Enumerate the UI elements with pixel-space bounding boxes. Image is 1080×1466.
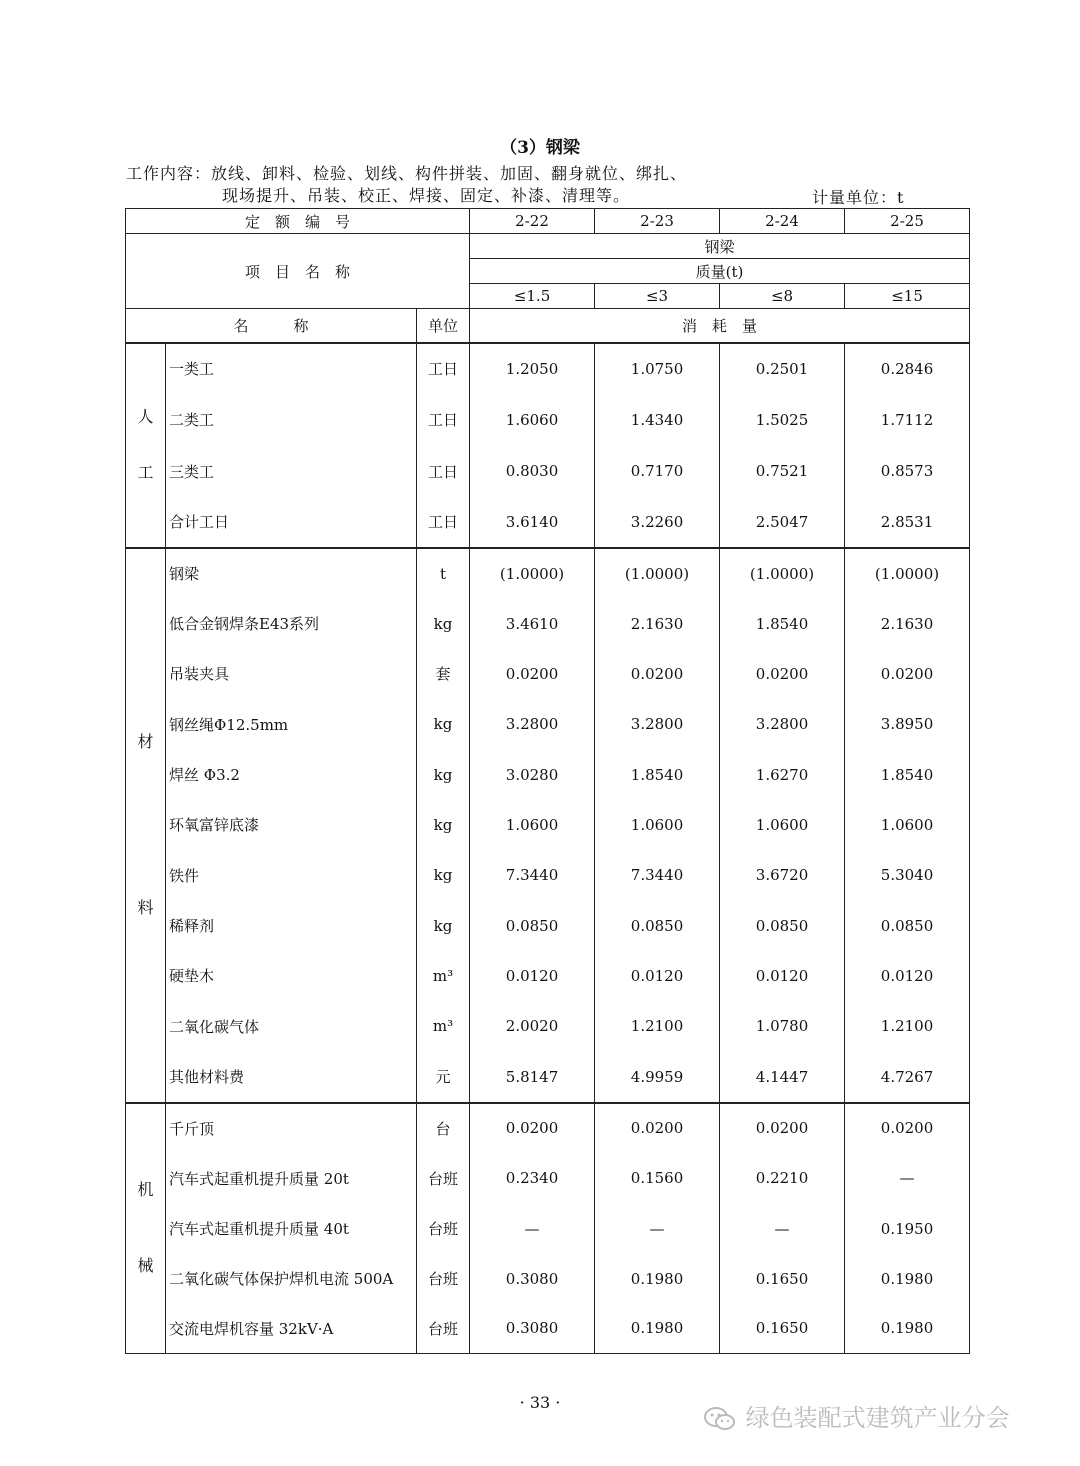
row-name: 交流电焊机容量 32kV·A xyxy=(166,1304,417,1354)
row-unit: 工日 xyxy=(417,446,470,497)
row-value: 0.0120 xyxy=(720,951,845,1001)
row-name: 三类工 xyxy=(166,446,417,497)
row-value: (1.0000) xyxy=(470,548,595,599)
row-name: 低合金钢焊条E43系列 xyxy=(166,599,417,649)
row-name: 汽车式起重机提升质量 40t xyxy=(166,1204,417,1254)
row-value: 0.0200 xyxy=(470,649,595,699)
row-value: 0.0120 xyxy=(470,951,595,1001)
row-unit: 元 xyxy=(417,1052,470,1103)
table-row xyxy=(126,649,970,699)
row-value: 0.1980 xyxy=(595,1254,720,1304)
row-unit: 工日 xyxy=(417,394,470,446)
row-value: 2.5047 xyxy=(720,497,845,548)
row-value: 0.0120 xyxy=(595,951,720,1001)
watermark xyxy=(702,1398,1010,1433)
row-value: — xyxy=(720,1204,845,1254)
quota-code: 2-23 xyxy=(595,209,720,234)
wechat-icon xyxy=(702,1406,738,1432)
row-name: 二类工 xyxy=(166,394,417,446)
row-name: 二氧化碳气体 xyxy=(166,1001,417,1052)
table-row xyxy=(126,1254,970,1304)
item-name-label: 项 目 名 称 xyxy=(126,234,470,309)
row-value: 7.3440 xyxy=(595,850,720,901)
table-row xyxy=(126,1153,970,1204)
category-machine: 机 械 xyxy=(126,1103,166,1354)
name-column-header: 名 称 xyxy=(126,309,417,343)
row-value: 3.6140 xyxy=(470,497,595,548)
table-row xyxy=(126,1103,970,1153)
row-value: 0.0200 xyxy=(720,649,845,699)
table-row xyxy=(126,446,970,497)
row-value: 3.2260 xyxy=(595,497,720,548)
row-unit: 台班 xyxy=(417,1254,470,1304)
row-unit: m³ xyxy=(417,1001,470,1052)
table-row xyxy=(126,850,970,901)
row-value: 0.7170 xyxy=(595,446,720,497)
work-content-line-1: 工作内容：放线、卸料、检验、划线、构件拼装、加固、翻身就位、绑扎、 xyxy=(126,164,688,183)
row-value: 3.8950 xyxy=(845,699,970,750)
row-value: 1.0750 xyxy=(595,343,720,394)
row-value: 4.7267 xyxy=(845,1052,970,1103)
row-name: 千斤顶 xyxy=(166,1103,417,1153)
row-value: 0.0850 xyxy=(595,901,720,951)
row-value: 0.0200 xyxy=(595,1103,720,1153)
row-value: 0.0850 xyxy=(720,901,845,951)
row-value: 1.8540 xyxy=(845,750,970,800)
row-value: 1.5025 xyxy=(720,394,845,446)
row-value: 0.3080 xyxy=(470,1254,595,1304)
row-name: 钢梁 xyxy=(166,548,417,599)
table-row xyxy=(126,800,970,850)
table-row xyxy=(126,599,970,649)
row-value: 1.2100 xyxy=(595,1001,720,1052)
row-value: 0.2210 xyxy=(720,1153,845,1204)
row-unit: kg xyxy=(417,750,470,800)
row-value: 3.2800 xyxy=(470,699,595,750)
row-value: 1.7112 xyxy=(845,394,970,446)
row-value: 3.2800 xyxy=(595,699,720,750)
row-value: 0.0850 xyxy=(470,901,595,951)
row-unit: kg xyxy=(417,850,470,901)
row-name: 合计工日 xyxy=(166,497,417,548)
row-value: (1.0000) xyxy=(595,548,720,599)
table-row xyxy=(126,343,970,394)
row-unit: kg xyxy=(417,699,470,750)
quota-code: 2-25 xyxy=(845,209,970,234)
row-value: 1.6270 xyxy=(720,750,845,800)
row-value: 0.8573 xyxy=(845,446,970,497)
row-value: 0.0850 xyxy=(845,901,970,951)
row-value: 5.3040 xyxy=(845,850,970,901)
row-value: 1.0780 xyxy=(720,1001,845,1052)
row-value: 0.1650 xyxy=(720,1304,845,1354)
table-row xyxy=(126,394,970,446)
row-value: 0.2846 xyxy=(845,343,970,394)
quota-code-row xyxy=(126,209,970,234)
row-value: 4.1447 xyxy=(720,1052,845,1103)
row-unit: 工日 xyxy=(417,343,470,394)
column-header-row xyxy=(126,309,970,343)
row-value: 5.8147 xyxy=(470,1052,595,1103)
unit-column-header: 单位 xyxy=(417,309,470,343)
row-name: 二氧化碳气体保护焊机电流 500A xyxy=(166,1254,417,1304)
row-value: (1.0000) xyxy=(720,548,845,599)
row-value: 0.1980 xyxy=(845,1304,970,1354)
table-row xyxy=(126,699,970,750)
row-value: 1.8540 xyxy=(595,750,720,800)
group-header: 钢梁 xyxy=(470,234,970,259)
row-value: 4.9959 xyxy=(595,1052,720,1103)
category-material: 材 料 xyxy=(126,548,166,1103)
row-value: — xyxy=(470,1204,595,1254)
row-value: 0.0200 xyxy=(845,1103,970,1153)
section-title: （3）钢梁 xyxy=(500,138,580,158)
table-row xyxy=(126,1001,970,1052)
row-value: 3.0280 xyxy=(470,750,595,800)
row-value: 0.8030 xyxy=(470,446,595,497)
limit-cell: ≤1.5 xyxy=(470,284,595,309)
row-unit: 套 xyxy=(417,649,470,699)
row-name: 其他材料费 xyxy=(166,1052,417,1103)
row-value: 0.1980 xyxy=(845,1254,970,1304)
row-value: 0.2501 xyxy=(720,343,845,394)
consumption-column-header: 消 耗 量 xyxy=(470,309,970,343)
table-row xyxy=(126,497,970,548)
row-value: 0.3080 xyxy=(470,1304,595,1354)
row-unit: m³ xyxy=(417,951,470,1001)
row-value: 1.8540 xyxy=(720,599,845,649)
row-value: 2.0020 xyxy=(470,1001,595,1052)
row-value: 1.4340 xyxy=(595,394,720,446)
row-value: 0.2340 xyxy=(470,1153,595,1204)
work-content xyxy=(126,163,687,207)
limit-cell: ≤3 xyxy=(595,284,720,309)
table-row xyxy=(126,548,970,599)
row-value: 2.1630 xyxy=(845,599,970,649)
row-value: 3.6720 xyxy=(720,850,845,901)
quota-code: 2-22 xyxy=(470,209,595,234)
table-row xyxy=(126,951,970,1001)
quota-label: 定 额 编 号 xyxy=(126,209,470,234)
row-value: 2.1630 xyxy=(595,599,720,649)
row-unit: t xyxy=(417,548,470,599)
quota-table xyxy=(125,208,970,1354)
row-unit: kg xyxy=(417,901,470,951)
row-value: 1.0600 xyxy=(470,800,595,850)
row-value: 7.3440 xyxy=(470,850,595,901)
row-unit: kg xyxy=(417,599,470,649)
row-value: (1.0000) xyxy=(845,548,970,599)
table-row xyxy=(126,901,970,951)
row-name: 稀释剂 xyxy=(166,901,417,951)
row-unit: kg xyxy=(417,800,470,850)
table-row xyxy=(126,1204,970,1254)
row-unit: 台班 xyxy=(417,1304,470,1354)
row-value: — xyxy=(845,1153,970,1204)
page-number: · 33 · xyxy=(519,1393,561,1412)
table-row xyxy=(126,750,970,800)
row-value: 3.2800 xyxy=(720,699,845,750)
quota-code: 2-24 xyxy=(720,209,845,234)
table-row xyxy=(126,1052,970,1103)
row-name: 硬垫木 xyxy=(166,951,417,1001)
row-unit: 台班 xyxy=(417,1153,470,1204)
limit-cell: ≤15 xyxy=(845,284,970,309)
row-name: 汽车式起重机提升质量 20t xyxy=(166,1153,417,1204)
row-value: 1.2100 xyxy=(845,1001,970,1052)
row-unit: 工日 xyxy=(417,497,470,548)
row-value: 1.0600 xyxy=(845,800,970,850)
category-labor: 人 工 xyxy=(126,343,166,548)
row-value: 1.6060 xyxy=(470,394,595,446)
watermark-text: 绿色装配式建筑产业分会 xyxy=(745,1404,1010,1432)
row-value: 0.1650 xyxy=(720,1254,845,1304)
row-value: 0.1980 xyxy=(595,1304,720,1354)
row-unit: 台 xyxy=(417,1103,470,1153)
row-value: 0.0200 xyxy=(720,1103,845,1153)
row-value: 0.1560 xyxy=(595,1153,720,1204)
row-name: 吊装夹具 xyxy=(166,649,417,699)
limit-cell: ≤8 xyxy=(720,284,845,309)
row-value: 3.4610 xyxy=(470,599,595,649)
row-name: 焊丝 Φ3.2 xyxy=(166,750,417,800)
row-value: 0.1950 xyxy=(845,1204,970,1254)
table-row xyxy=(126,1304,970,1354)
row-value: 0.0120 xyxy=(845,951,970,1001)
subgroup-header: 质量(t) xyxy=(470,259,970,284)
row-value: 0.0200 xyxy=(595,649,720,699)
row-unit: 台班 xyxy=(417,1204,470,1254)
row-value: 1.2050 xyxy=(470,343,595,394)
row-value: 1.0600 xyxy=(595,800,720,850)
row-value: — xyxy=(595,1204,720,1254)
row-name: 铁件 xyxy=(166,850,417,901)
row-value: 1.0600 xyxy=(720,800,845,850)
row-value: 2.8531 xyxy=(845,497,970,548)
row-value: 0.0200 xyxy=(845,649,970,699)
unit-note: 计量单位：t xyxy=(812,188,905,207)
row-name: 环氧富锌底漆 xyxy=(166,800,417,850)
row-value: 0.7521 xyxy=(720,446,845,497)
row-value: 0.0200 xyxy=(470,1103,595,1153)
row-name: 钢丝绳Φ12.5mm xyxy=(166,699,417,750)
row-name: 一类工 xyxy=(166,343,417,394)
work-content-line-2: 现场提升、吊装、校正、焊接、固定、补漆、清理等。 xyxy=(222,186,631,205)
